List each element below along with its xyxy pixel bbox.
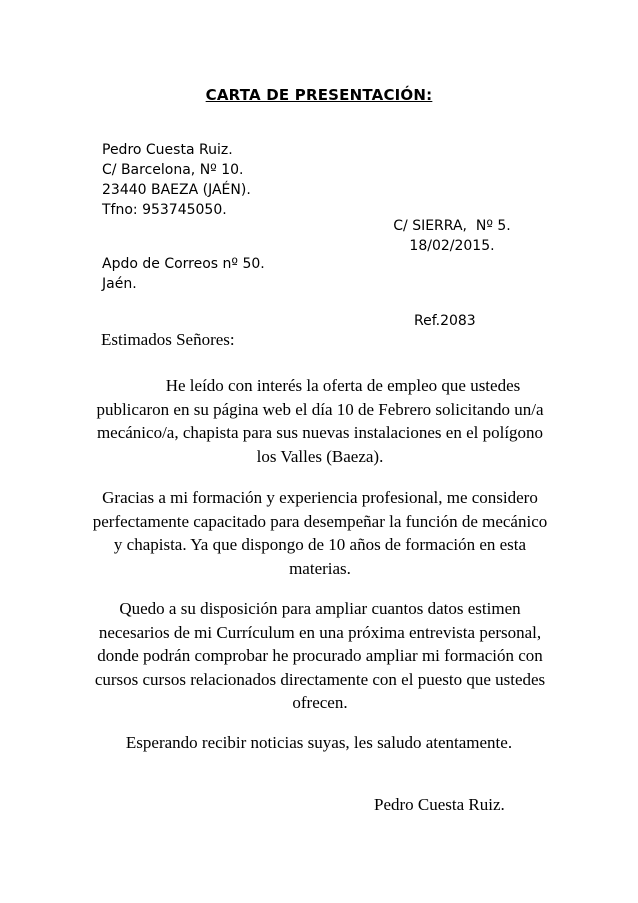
salutation: Estimados Señores: xyxy=(101,330,235,349)
paragraph-2-line-2: perfectamente capacitado para desempeñar la función de mecánico xyxy=(92,511,548,531)
letter-date: 18/02/2015. xyxy=(409,238,495,254)
sender-name: Pedro Cuesta Ruiz. xyxy=(102,142,233,158)
paragraph-3-line-5: ofrecen. xyxy=(292,693,348,712)
paragraph-3-line-1: Quedo a su disposición para ampliar cuantos datos estimen xyxy=(119,599,521,618)
paragraph-1-line-4: los Valles (Baeza). xyxy=(256,446,384,466)
sender-address-block xyxy=(102,140,251,220)
sender-phone: Tfno: 953745050. xyxy=(102,202,227,218)
signature-name: Pedro Cuesta Ruiz. xyxy=(374,795,505,814)
paragraph-1-line-3: mecánico/a, chapista para sus nuevas instalaciones en el polígono xyxy=(96,423,544,442)
paragraph-2-line-3: y chapista. Ya que dispongo de 10 años de formación en esta xyxy=(113,535,527,554)
paragraph-1-line-1: He leído con interés la oferta de empleo que ustedes xyxy=(165,376,521,395)
sender-street: C/ Barcelona, Nº 10. xyxy=(102,162,244,178)
letter-title: CARTA DE PRESENTACIÓN: xyxy=(205,86,433,104)
sender-city: 23440 BAEZA (JAÉN). xyxy=(102,182,251,198)
recipient-line-2: Jaén. xyxy=(102,276,137,292)
paragraph-1-line-2: publicaron en su página web el día 10 de Febrero solicitando un/a xyxy=(96,399,544,419)
paragraph-3 xyxy=(58,597,582,715)
closing-line: Esperando recibir noticias suyas, les saludo atentamente. xyxy=(125,733,513,752)
paragraph-2 xyxy=(58,486,582,580)
paragraph-2-line-1: Gracias a mi formación y experiencia profesional, me considero xyxy=(102,488,538,507)
destination-block xyxy=(357,216,547,256)
paragraph-3-line-4: cursos cursos relacionados directamente con el puesto que ustedes xyxy=(94,669,546,689)
paragraph-3-line-2: necesarios de mi Currículum en una próxima entrevista personal, xyxy=(98,622,542,642)
recipient-address-block xyxy=(102,254,265,294)
reference-number: Ref.2083 xyxy=(414,313,476,329)
paragraph-2-line-4: materias. xyxy=(289,558,351,578)
paragraph-3-line-3: donde podrán comprobar he procurado ampliar mi formación con xyxy=(97,646,543,665)
recipient-line-1: Apdo de Correos nº 50. xyxy=(102,256,265,272)
destination-street: C/ SIERRA, Nº 5. xyxy=(393,218,511,234)
paragraph-1 xyxy=(58,374,582,468)
